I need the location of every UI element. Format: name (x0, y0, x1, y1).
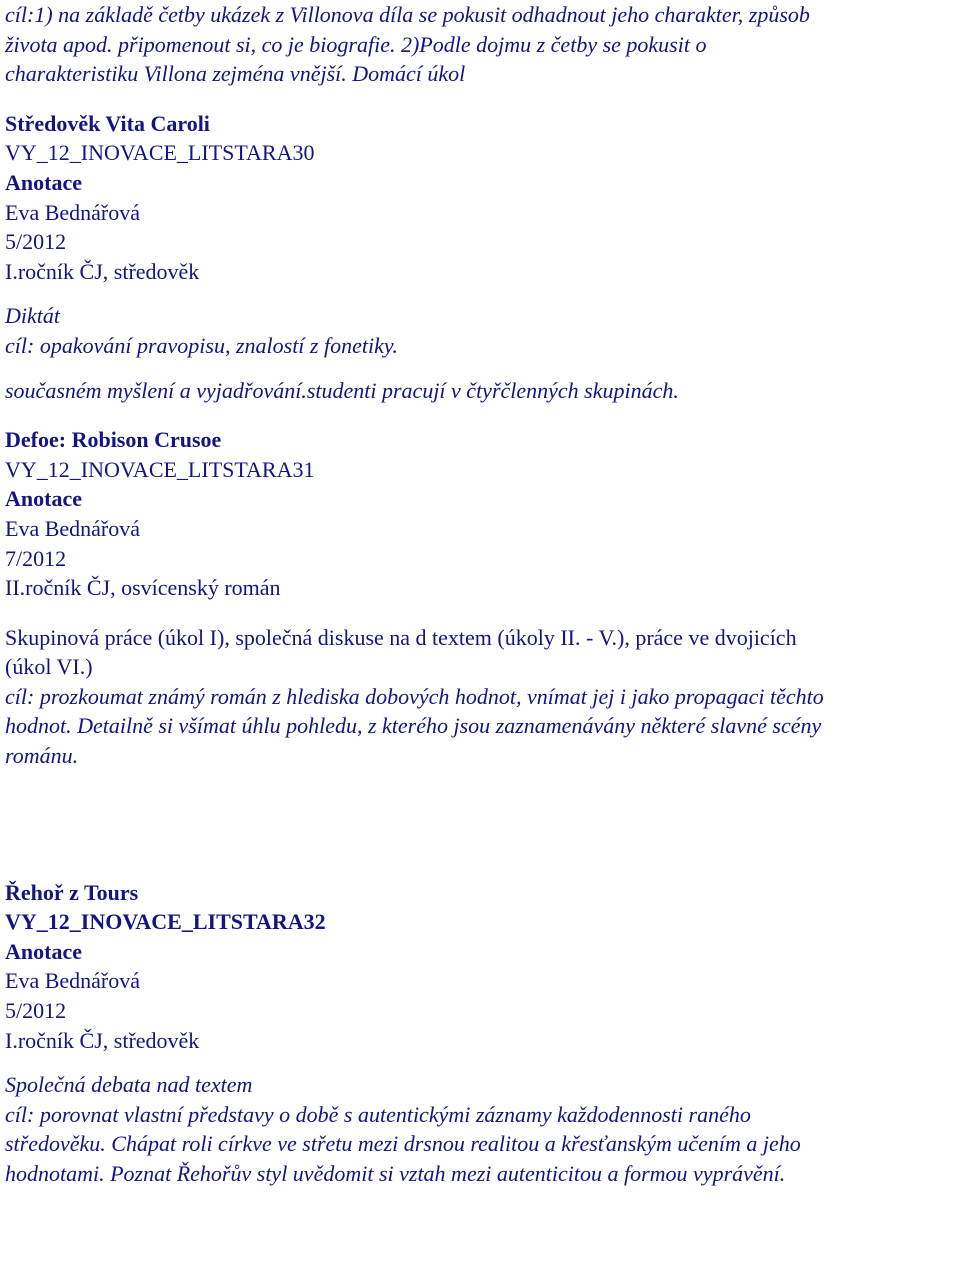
section-3-author: Eva Bednářová (5, 968, 140, 994)
spacer (5, 603, 960, 623)
section-1-date: 5/2012 (5, 229, 67, 255)
section-2-grade: II.ročník ČJ, osvícenský román (5, 575, 281, 601)
section-3-date: 5/2012 (5, 998, 67, 1024)
section-2-title: Defoe: Robison Crusoe (5, 427, 222, 453)
section-1-anotace-heading: Anotace (5, 169, 82, 195)
section-3-goal-line-1: cíl: porovnat vlastní představy o době s autentickými záznamy každodennosti raného (5, 1101, 751, 1127)
section-3-title: Řehoř z Tours (5, 879, 139, 905)
spacer (5, 89, 960, 109)
section-3-goal-line-2: středověku. Chápat roli církve ve střetu mezi drsnou realitou a křesťanským učením a jeho (5, 1131, 801, 1157)
section-2-activity-line-2: (úkol VI.) (5, 654, 93, 680)
spacer (5, 286, 960, 301)
section-1-grade: I.ročník ČJ, středověk (5, 258, 200, 284)
spacer (5, 1055, 960, 1070)
section-1-extra: současném myšlení a vyjadřování.studenti pracují v čtyřčlenných skupinách. (5, 377, 679, 403)
section-2-anotace-heading: Anotace (5, 486, 82, 512)
section-3-goal-line-3: hodnotami. Poznat Řehořův styl uvědomit si vztah mezi autenticitou a formou vyprávění. (5, 1161, 786, 1186)
section-2-goal-line-3: románu. (5, 743, 79, 769)
intro-line-1: cíl:1) na základě četby ukázek z Villonova díla se pokusit odhadnout jeho charakter, způsob (5, 2, 810, 27)
intro-line-2: života apod. připomenout si, co je biografie. 2)Podle dojmu z četby se pokusit o (5, 31, 707, 57)
section-1-author: Eva Bednářová (5, 199, 140, 225)
document-page (5, 0, 960, 1189)
section-3-activity: Společná debata nad textem (5, 1072, 253, 1098)
intro-line-3: charakteristiku Villona zejména vnější. Domácí úkol (5, 61, 466, 87)
section-1-activity: Diktát (5, 303, 60, 329)
spacer (5, 405, 960, 425)
spacer (5, 361, 960, 376)
section-2-goal-line-1: cíl: prozkoumat známý román z hlediska dobových hodnot, vnímat jej i jako propagaci těchto (5, 683, 824, 709)
section-2-date: 7/2012 (5, 545, 67, 571)
section-2-code: VY_12_INOVACE_LITSTARA31 (5, 456, 315, 482)
section-2-author: Eva Bednářová (5, 515, 140, 541)
section-2-goal-line-2: hodnot. Detailně si všímat úhlu pohledu, z kterého jsou zaznamenávány některé slavné scény (5, 713, 822, 739)
section-1-code: VY_12_INOVACE_LITSTARA30 (5, 140, 315, 166)
section-3-anotace-heading: Anotace (5, 938, 82, 964)
section-3-code: VY_12_INOVACE_LITSTARA32 (5, 909, 326, 935)
section-3-grade: I.ročník ČJ, středověk (5, 1027, 200, 1053)
section-1-title: Středověk Vita Caroli (5, 110, 210, 136)
spacer (5, 771, 960, 878)
section-2-activity-line-1: Skupinová práce (úkol I), společná diskuse na d textem (úkoly II. - V.), práce ve dvojicích (5, 624, 797, 650)
section-1-goal: cíl: opakování pravopisu, znalostí z fonetiky. (5, 332, 398, 358)
